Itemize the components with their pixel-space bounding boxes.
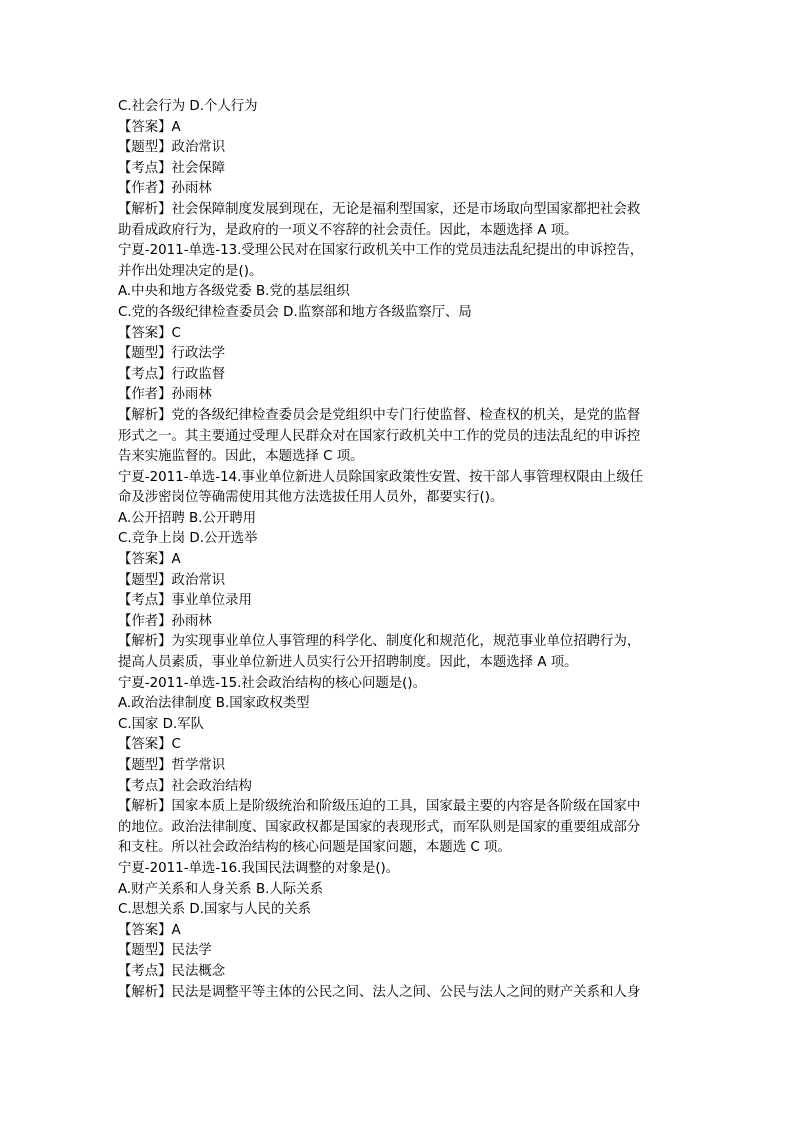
text-line: A.公开招聘 B.公开聘用 <box>118 510 257 526</box>
text-line: 【作者】孙雨林 <box>118 613 212 629</box>
text-line: 【考点】民法概念 <box>118 963 226 979</box>
text-line: 【作者】孙雨林 <box>118 387 212 403</box>
text-line: 【答案】C <box>118 737 181 753</box>
text-line: 命及涉密岗位等确需使用其他方法选拔任用人员外，都要实行()。 <box>118 490 504 506</box>
text-line: A.中央和地方各级党委 B.党的基层组织 <box>118 284 350 300</box>
text-line: 【解析】党的各级纪律检查委员会是党组织中专门行使监督、检查权的机关，是党的监督 <box>118 407 641 423</box>
text-line: 宁夏-2011-单选-13.受理公民对在国家行政机关中工作的党员违法乱纪提出的申诉控告， <box>118 243 644 259</box>
text-line: 【题型】民法学 <box>118 943 212 959</box>
text-line: 【题型】哲学常识 <box>118 758 226 773</box>
text-line: 宁夏-2011-单选-15.社会政治结构的核心问题是()。 <box>118 675 426 691</box>
text-line: 【题型】政治常识 <box>118 572 226 588</box>
text-line: 【考点】社会政治结构 <box>118 778 252 794</box>
text-line: C.竞争上岗 D.公开选举 <box>118 531 258 547</box>
text-line: 【题型】行政法学 <box>118 346 226 362</box>
text-line: C.社会行为 D.个人行为 <box>118 99 258 114</box>
text-line: 助看成政府行为，是政府的一项义不容辞的社会责任。因此，本题选择 A 项。 <box>118 222 578 238</box>
text-line: 宁夏-2011-单选-14.事业单位新进人员除国家政策性安置、按干部人事管理权限由上级任 <box>118 469 644 485</box>
text-line: 【考点】行政监督 <box>118 366 226 382</box>
text-line: 【答案】C <box>118 325 181 341</box>
text-line: C.国家 D.军队 <box>118 716 204 732</box>
text-line: 的地位。政治法律制度、国家政权都是国家的表现形式，而军队则是国家的重要组成部分 <box>118 819 641 835</box>
text-line: 并作出处理决定的是()。 <box>118 263 263 279</box>
text-line: 和支柱。所以社会政治结构的核心问题是国家问题，本题选 C 项。 <box>118 840 511 856</box>
text-line: 【考点】事业单位录用 <box>118 593 252 609</box>
text-line: 【解析】民法是调整平等主体的公民之间、法人之间、公民与法人之间的财产关系和人身 <box>118 984 641 1000</box>
text-line: 宁夏-2011-单选-16.我国民法调整的对象是()。 <box>118 860 400 876</box>
text-line: A.财产关系和人身关系 B.人际关系 <box>118 881 323 897</box>
text-line: C.党的各级纪律检查委员会 D.监察部和地方各级监察厅、局 <box>118 304 472 320</box>
text-line: 【解析】国家本质上是阶级统治和阶级压迫的工具，国家最主要的内容是各阶级在国家中 <box>118 799 641 815</box>
text-line: C.思想关系 D.国家与人民的关系 <box>118 902 312 918</box>
text-line: 提高人员素质，事业单位新进人员实行公开招聘制度。因此，本题选择 A 项。 <box>118 655 578 671</box>
text-line: 【答案】A <box>118 922 181 938</box>
text-line: 告来实施监督的。因此，本题选择 C 项。 <box>118 449 364 465</box>
text-line: 【解析】社会保障制度发展到现在，无论是福利型国家，还是市场取向型国家都把社会救 <box>118 201 641 217</box>
text-line: 形式之一。其主要通过受理人民群众对在国家行政机关中工作的党员的违法乱纪的申诉控 <box>118 428 641 444</box>
text-line: A.政治法律制度 B.国家政权类型 <box>118 696 310 712</box>
document-page <box>118 97 678 1003</box>
text-line: 【答案】A <box>118 119 181 135</box>
text-line: 【答案】A <box>118 552 181 568</box>
text-line: 【解析】为实现事业单位人事管理的科学化、制度化和规范化，规范事业单位招聘行为， <box>118 634 641 650</box>
text-line: 【作者】孙雨林 <box>118 181 212 197</box>
text-line: 【考点】社会保障 <box>118 160 226 176</box>
text-line: 【题型】政治常识 <box>118 140 226 156</box>
